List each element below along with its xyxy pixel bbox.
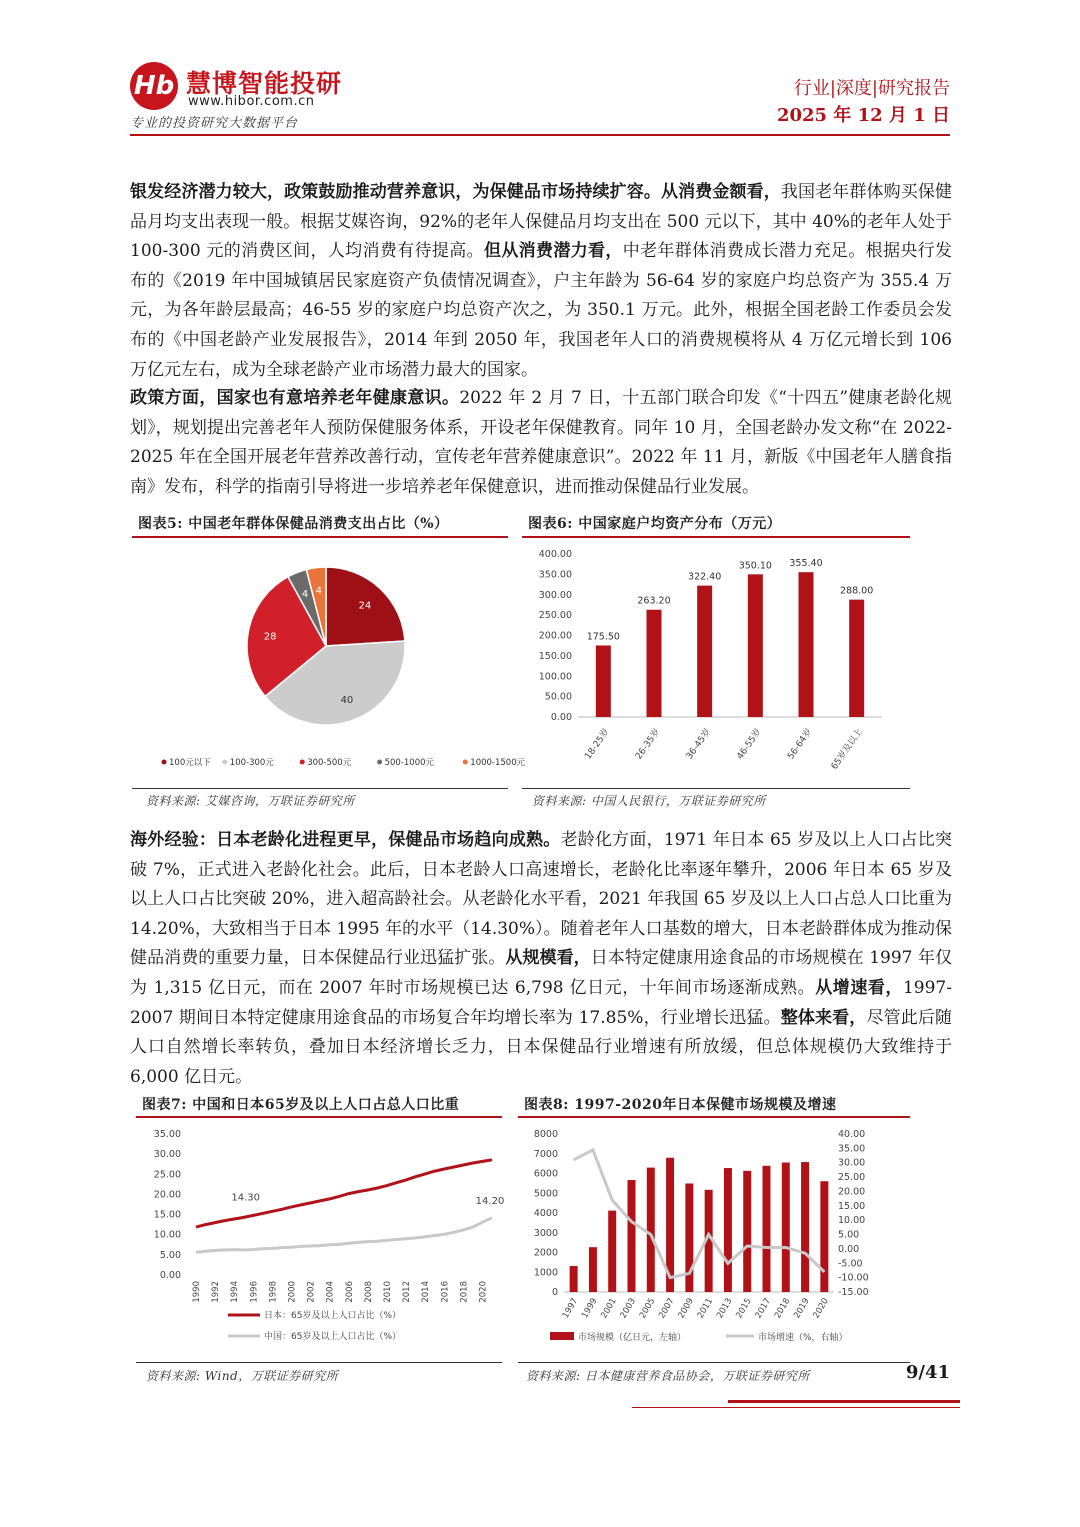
para-heading: 银发经济潜力较大，政策鼓励推动营养意识，为保健品市场持续扩容。 [130, 182, 661, 202]
para-text: 1997-2007 期间日本特定健康用途食品的市场复合年均增长率为 17.85%，行业增长迅猛。 [130, 977, 952, 1028]
y-tick-label: 35.00 [153, 1129, 181, 1140]
legend-label: 市场规模（亿日元，左轴） [578, 1333, 687, 1343]
bar-1 [589, 1247, 597, 1292]
y-tick-label: 400.00 [538, 549, 572, 560]
y-tick-label: 100.00 [538, 671, 572, 683]
paragraph-silver-economy [130, 178, 952, 385]
page-number: 9/41 [905, 1362, 950, 1383]
y-right-tick-label: 35.00 [838, 1143, 866, 1155]
legend-label: 500-1000元 [384, 758, 435, 768]
legend-swatch-bar [550, 1332, 574, 1340]
x-tick-label: 65岁及以上 [829, 726, 866, 772]
fig7-bottom-rule [136, 1362, 502, 1363]
bar-9 [743, 1171, 751, 1292]
x-tick-label: 26-35岁 [634, 726, 663, 762]
x-tick-label: 1999 [580, 1296, 600, 1321]
report-date: 2025 年 12 月 1 日 [776, 105, 950, 126]
x-tick-label: 2011 [695, 1296, 716, 1321]
y-tick-label: 200.00 [538, 630, 572, 642]
y-right-tick-label: 15.00 [838, 1200, 866, 1212]
para-text: 老龄化方面，1971 年日本 65 岁及以上人口占比突破 7%，正式进入老龄化社会。此后，日本老龄人口高速增长，老龄化比率逐年攀升，2006 年日本 65 岁及以上人口占比突破 20%，进入超高龄社会。从老龄化水平看，2021 年我国 65 岁及以上人口占总人口比重为 14.20%，大致相当于日本 1995 年的水平（14.30%）。随着老年人口基数的增大，日本老龄群体成为推动保健品消费的重要力量，日本保健品行业迅猛扩张。 [130, 830, 953, 969]
y-right-tick-label: 40.00 [838, 1129, 866, 1140]
y-left-tick-label: 7000 [533, 1148, 558, 1160]
logo-slogan: 专业的投资研究大数据平台 [130, 116, 299, 131]
y-right-tick-label: 10.00 [838, 1215, 866, 1227]
y-tick-label: 5.00 [159, 1249, 181, 1261]
y-tick-label: 350.00 [538, 569, 572, 581]
para-text: 中老年群体消费成长潜力充足。根据央行发布的《2019 年中国城镇居民家庭资产负债情况调查》，户主年龄为 56-64 岁的家庭户均总资产为 355.4 万元，为各年龄层最高；46-55 岁的家庭户均总资产次之，为 350.1 万元。此外，根据全国老龄工作委员会发布的《中国老龄产业发展报告》，2014 年到 2050 年，我国老年人口的消费规模将从 4 万亿元增长到 106 万亿元左右，成为全球老龄产业市场潜力最大的国家。 [130, 241, 953, 380]
legend-marker [162, 760, 167, 765]
bar-4 [647, 1168, 655, 1292]
y-tick-label: 50.00 [544, 691, 572, 703]
y-right-tick-label: 30.00 [838, 1157, 866, 1169]
fig5-bottom-rule [132, 788, 508, 789]
x-tick-label: 2015 [734, 1296, 754, 1321]
para-text: 尽管此后随人口自然增长率转负，叠加日本经济增长乏力，日本保健品行业增速有所放缓，但总体规模仍大致维持于 6,000 亿日元。 [130, 1007, 953, 1087]
legend-label: 市场增速（%，右轴） [758, 1333, 848, 1343]
legend-label: 100-300元 [229, 758, 274, 768]
x-tick-label: 2008 [363, 1281, 374, 1303]
y-tick-label: 250.00 [538, 610, 572, 622]
x-tick-label: 2018 [459, 1281, 470, 1303]
annotation-china-2021: 14.20 [475, 1195, 505, 1207]
bar-8 [724, 1168, 732, 1292]
fig6-title: 图表6: 中国家庭户均资产分布（万元） [528, 516, 782, 532]
bar-data-label: 355.40 [789, 558, 823, 570]
bar-3 [628, 1180, 636, 1292]
series-line-1 [196, 1218, 492, 1253]
fig7-source: 资料来源: Wind，万联证券研究所 [146, 1369, 339, 1383]
pie-data-label: 24 [358, 600, 372, 612]
pie-data-label: 4 [301, 589, 309, 601]
fig6-bottom-rule [522, 788, 910, 789]
x-tick-label: 2017 [753, 1296, 774, 1321]
y-tick-label: 30.00 [153, 1149, 181, 1161]
report-meta [777, 76, 950, 130]
legend-label: 1000-1500元 [470, 758, 526, 768]
x-tick-label: 1997 [560, 1296, 581, 1321]
y-tick-label: 25.00 [153, 1169, 181, 1181]
para-lead: 从规模看， [505, 948, 591, 969]
y-tick-label: 10.00 [153, 1229, 181, 1241]
fig8-bottom-rule [518, 1362, 910, 1363]
legend-label: 日本：65岁及以上人口占比（%） [264, 1311, 402, 1321]
x-tick-label: 1992 [211, 1281, 222, 1303]
legend-label: 300-500元 [307, 758, 352, 768]
x-tick-label: 2004 [325, 1281, 336, 1303]
fig8-source: 资料来源: 日本健康营养食品协会，万联证券研究所 [526, 1369, 810, 1383]
bar-data-label: 322.40 [688, 571, 722, 583]
x-tick-label: 2005 [637, 1296, 658, 1321]
fig7-title: 图表7: 中国和日本65岁及以上人口占总人口比重 [142, 1097, 460, 1113]
footer-rule [728, 1400, 960, 1403]
x-tick-label: 1996 [249, 1281, 260, 1303]
fig7-line-chart [136, 1118, 505, 1358]
x-tick-label: 2009 [676, 1296, 696, 1321]
bar-2 [697, 586, 712, 717]
bar-data-label: 288.00 [840, 585, 874, 597]
pie-data-label: 28 [263, 631, 277, 643]
hibor-logo[interactable] [130, 62, 370, 132]
bar-0 [596, 645, 611, 717]
para-text: 2022 年 2 月 7 日，十五部门联合印发《“十四五”健康老龄化规划》，规划提出完善老年人预防保健服务体系，开设老年保健教育。同年 10 月，全国老龄办发文称“在 2022-2025 年在全国开展老年营养改善行动，宣传老年营养健康意识”。2022 年 11 月，新版《中国老年人膳食指南》发布，科学的指南引导将进一步培养老年保健意识，进而推动保健品行业发展。 [130, 388, 953, 497]
bar-12 [801, 1162, 809, 1292]
para-text: 我国老年群体购买保健品月均支出表现一般。根据艾媒咨询，92%的老年人保健品月均支出在 500 元以下，其中 40%的老年人处于 100-300 元的消费区间，人均消费有待提高。 [130, 182, 953, 262]
y-left-tick-label: 5000 [533, 1188, 558, 1200]
para-heading: 海外经验：日本老龄化进程更早，保健品市场趋向成熟。 [130, 830, 561, 850]
para-lead: 但从消费潜力看， [483, 241, 623, 262]
y-tick-label: 300.00 [538, 589, 572, 601]
x-tick-label: 2016 [440, 1281, 451, 1303]
y-left-tick-label: 1000 [533, 1267, 558, 1279]
x-tick-label: 56-64岁 [786, 726, 815, 762]
x-tick-label: 2006 [344, 1281, 355, 1303]
x-tick-label: 1990 [192, 1281, 202, 1303]
x-tick-label: 2014 [421, 1281, 432, 1303]
bar-data-label: 263.20 [637, 595, 671, 607]
para-lead: 从增速看， [815, 977, 903, 998]
annotation-japan-1995: 14.30 [231, 1192, 261, 1204]
logo-mark-icon: Hb [130, 62, 178, 110]
x-tick-label: 2020 [811, 1296, 831, 1321]
bar-5 [849, 600, 864, 717]
bar-0 [570, 1266, 578, 1292]
fig5-top-rule [132, 536, 508, 538]
y-left-tick-label: 2000 [533, 1247, 558, 1259]
para-text: 日本特定健康用途食品的市场规模在 1997 年仅为 1,315 亿日元，而在 2007 年时市场规模已达 6,798 亿日元，十年间市场逐渐成熟。 [130, 948, 953, 998]
footer-rule-thin [632, 1407, 960, 1408]
y-right-tick-label: 0.00 [838, 1243, 860, 1255]
bar-2 [608, 1211, 616, 1292]
x-tick-label: 2007 [657, 1296, 677, 1321]
x-tick-label: 2018 [772, 1296, 793, 1321]
fig6-top-rule [522, 536, 910, 538]
x-tick-label: 46-55岁 [735, 726, 764, 762]
bar-11 [782, 1163, 790, 1292]
para-lead: 从消费金额看， [660, 182, 781, 202]
bar-10 [763, 1166, 771, 1292]
report-type: 行业|深度|研究报告 [793, 78, 950, 99]
x-tick-label: 2003 [618, 1296, 639, 1321]
paragraph-overseas [130, 826, 952, 1092]
y-right-tick-label: 25.00 [838, 1172, 866, 1184]
x-tick-label: 1998 [268, 1281, 279, 1303]
y-right-tick-label: -10.00 [838, 1272, 869, 1284]
para-lead: 整体来看， [780, 1007, 867, 1028]
y-left-tick-label: 8000 [533, 1129, 558, 1140]
legend-label: 中国：65岁及以上人口占比（%） [264, 1332, 402, 1342]
y-tick-label: 20.00 [153, 1189, 181, 1201]
x-tick-label: 2013 [715, 1296, 735, 1321]
y-right-tick-label: 5.00 [838, 1229, 860, 1241]
fig6-source: 资料来源: 中国人民银行，万联证券研究所 [532, 794, 766, 808]
x-tick-label: 2012 [402, 1281, 413, 1303]
y-left-tick-label: 4000 [533, 1208, 558, 1219]
y-right-tick-label: 20.00 [838, 1186, 866, 1198]
bar-6 [685, 1183, 693, 1292]
bar-3 [748, 574, 763, 717]
header-divider [130, 134, 950, 136]
x-tick-label: 2020 [478, 1281, 489, 1303]
fig5-pie-chart [132, 540, 526, 786]
logo-name: 慧博智能投研 [186, 69, 343, 98]
x-tick-label: 18-25岁 [583, 726, 612, 762]
x-tick-label: 1994 [230, 1281, 241, 1303]
bar-data-label: 175.50 [586, 631, 620, 643]
bar-1 [647, 610, 662, 717]
bar-13 [820, 1181, 828, 1292]
paragraph-policy [130, 384, 952, 502]
y-right-tick-label: -15.00 [838, 1287, 869, 1298]
x-tick-label: 2019 [792, 1296, 812, 1321]
fig5-source: 资料来源: 艾媒咨询，万联证券研究所 [146, 794, 355, 808]
y-tick-label: 0.00 [159, 1270, 181, 1281]
y-left-tick-label: 6000 [533, 1168, 558, 1180]
para-heading: 政策方面，国家也有意培养老年健康意识。 [130, 388, 460, 408]
fig8-combo-chart [518, 1118, 910, 1358]
y-tick-label: 150.00 [538, 650, 572, 662]
fig5-title: 图表5: 中国老年群体保健品消费支出占比（%） [138, 516, 449, 532]
legend-marker [377, 760, 382, 765]
x-tick-label: 2000 [287, 1281, 298, 1303]
pie-data-label: 40 [340, 694, 354, 706]
x-tick-label: 2010 [382, 1281, 393, 1303]
y-left-tick-label: 0 [551, 1287, 558, 1298]
legend-marker [222, 760, 227, 765]
logo-url: www.hibor.com.cn [188, 94, 315, 109]
pie-data-label: 4 [315, 585, 323, 597]
y-tick-label: 15.00 [153, 1209, 181, 1221]
x-tick-label: 2002 [306, 1281, 317, 1303]
x-tick-label: 2001 [599, 1296, 619, 1321]
bar-data-label: 350.10 [738, 560, 772, 572]
fig6-bar-chart [522, 540, 910, 786]
y-right-tick-label: -5.00 [838, 1258, 863, 1270]
y-left-tick-label: 3000 [533, 1227, 558, 1239]
legend-marker [300, 760, 305, 765]
x-tick-label: 36-45岁 [684, 726, 714, 762]
bar-4 [799, 572, 814, 717]
fig8-title: 图表8: 1997-2020年日本保健市场规模及增速 [524, 1097, 837, 1113]
legend-label: 100元以下 [169, 758, 211, 768]
legend-marker [463, 760, 468, 765]
y-tick-label: 0.00 [550, 712, 572, 723]
